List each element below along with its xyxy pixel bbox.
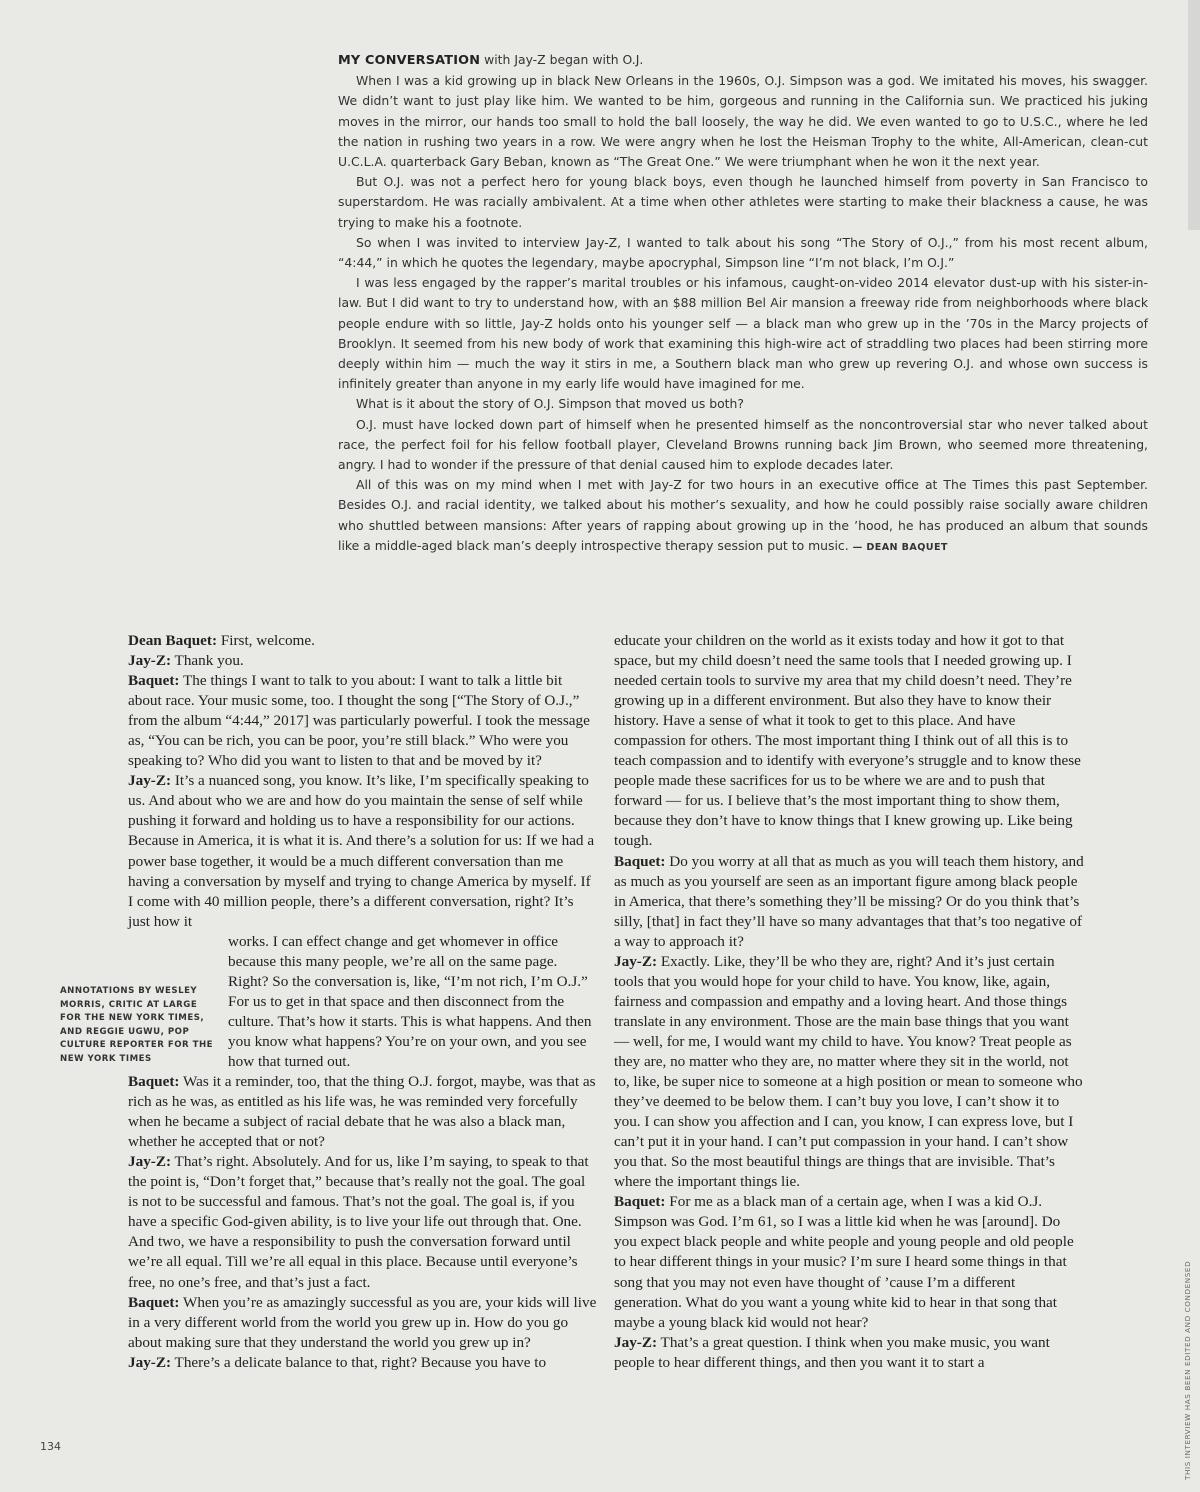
qa-entry — [128, 1353, 598, 1373]
qa-text: Was it a reminder, too, that the thing O.J. forgot, maybe, was that as rich as he was, as entitled as his life was, he was reminded very forcefully when he became a subject of racial debate that he was also a black man, whether he accepted that or not? — [128, 1073, 596, 1151]
qa-entry — [614, 852, 1084, 952]
qa-text: When you’re as amazingly successful as you are, your kids will live in a very different world from the world you grew up in. How do you go about making sure that they understand the world you grew up in? — [128, 1293, 597, 1351]
speaker-label: Jay-Z: — [614, 952, 658, 970]
qa-entry — [128, 671, 598, 771]
intro-paragraph-text: All of this was on my mind when I met with Jay-Z for two hours in an executive office at The Times this past September. Besides O.J. and racial identity, we talked about his mother’s sexuality, and how he could possibly raise socially aware children who shuttled between mansions: After years of rapping about growing up in the ’hood, he has produced an album that sounds like a middle-aged black man’s deeply introspective therapy session put to music. — [338, 477, 1148, 553]
speaker-label: Baquet: — [614, 852, 666, 870]
speaker-label: Jay-Z: — [614, 1333, 658, 1351]
qa-text: The things I want to talk to you about: I want to talk a little bit about race. Your music some, too. I thought the song [“The Story of O.J.,” from the album “4:44,” 2017] was particularly powerful. I took the message as, “You can be rich, you can be poor, you’re still black.” Who were you speaking to? Who did you want to listen to that and be moved by it? — [128, 672, 590, 770]
qa-entry — [128, 1293, 598, 1353]
speaker-label: Baquet: — [128, 1293, 180, 1311]
intro-paragraph: But O.J. was not a perfect hero for young black boys, even though he launched himself from poverty in San Francisco to superstardom. He was racially ambivalent. At a time when other athletes were starting to make their blackness a cause, he was trying to make his a footnote. — [338, 174, 1148, 230]
qa-text: For me as a black man of a certain age, when I was a kid O.J. Simpson was God. I’m 61, so I was a little kid when he was [around]. Do you expect black people and white people and young people and old people to hear different things in your music? I’m sure I heard some things in that song that you may not even have thought of ’cause I’m a different generation. What do you want a young white kid to hear in that song that maybe a young black kid would not hear? — [614, 1193, 1074, 1331]
speaker-label: Dean Baquet: — [128, 632, 218, 649]
intro-paragraph: What is it about the story of O.J. Simpson that moved us both? — [356, 396, 744, 412]
qa-entry — [614, 952, 1084, 1193]
page-number: 134 — [40, 1440, 61, 1453]
qa-text: Do you worry at all that as much as you will teach them history, and as much as you yourself are seen as an important figure among black people in America, that there’s something they’ll be missing? Or do you think that’s silly, [that] in fact they’ll have so many advantages that that’s too negative of a way to approach it? — [614, 852, 1084, 950]
qa-entry — [614, 1192, 1084, 1332]
qa-text: There’s a delicate balance to that, right? Because you have to — [171, 1353, 547, 1371]
qa-text: That’s a great question. I think when you make music, you want people to hear different things, and then you want it to start a — [614, 1333, 1050, 1371]
qa-text: Exactly. Like, they’ll be who they are, right? And it’s just certain tools that you would hope for your child to have. You know, like, again, fairness and compassion and empathy and a loving heart. And those things translate in any environment. Those are the main base things that you want — well, for me, I would want my child to have. You know? Treat people as they are, no matter who they are, no matter where they sit in the world, not to, like, be super nice to someone at a high position or mean to someone who they’ve deemed to be below them. I can’t buy you love, I can’t show it to you. I can show you affection and I can, you know, I can express love, but I can’t put it in your hand. I can’t put compassion in your hand. I can’t show you that. So the most beautiful things are things that are invisible. That’s where the important things lie. — [614, 952, 1083, 1191]
qa-continuation: educate your children on the world as it exists today and how it got to that space, but my child doesn’t need the same tools that I needed growing up. I needed certain tools to survive my area that my child doesn’t need. They’re growing up in a different environment. But also they have to know their history. Have a sense of what it took to get to this place. And have compassion for others. The most important thing I think out of all this is to teach compassion and to identify with everyone’s struggle and to know these people made these sacrifices for us to be where we are and to push that forward — for us. I believe that’s the most important thing to show them, because they don’t have to know things that I knew growing up. Like being tough. — [614, 632, 1081, 850]
speaker-label: Jay-Z: — [128, 772, 172, 790]
qa-entry — [614, 1333, 1084, 1373]
intro-paragraph: When I was a kid growing up in black New Orleans in the 1960s, O.J. Simpson was a god. We imitated his moves, his swagger. We didn’t want to just play like him. We wanted to be him, gorgeous and running in the California sun. We practiced his juking moves in the mirror, our hands too small to hold the ball loosely, the way he did. We even wanted to go to U.S.C., where he led the nation in rushing two years in a row. We were angry when he lost the Heisman Trophy to the white, All-American, clean-cut U.C.L.A. quarterback Gary Beban, known as “The Great One.” We were triumphant when he won it the next year. — [338, 73, 1148, 170]
intro-paragraph: So when I was invited to interview Jay-Z, I wanted to talk about his song “The Story of O.J.,” from his most recent album, “4:44,” in which he quotes the legendary, maybe apocryphal, Simpson line “I’m not black, I’m O.J.” — [338, 234, 1148, 271]
intro-paragraph-last — [338, 475, 1148, 558]
intro-lead-rest: with Jay-Z began with O.J. — [480, 52, 644, 67]
speaker-label: Baquet: — [128, 672, 180, 690]
intro-lead: MY CONVERSATION — [338, 53, 481, 68]
qa-text: That’s right. Absolutely. And for us, like I’m saying, to speak to that the point is, “Don’t forget that,” because that’s really not the goal. The goal is not to be successful and famous. That’s not the goal. The goal is, if you have a specific God-given ability, is to live your life out through that. One. And two, we have a responsibility to push the conversation forward until we’re all equal. Till we’re all equal in this place. Because until everyone’s free, no one’s free, and that’s just a fact. — [128, 1153, 589, 1291]
intro-paragraph: O.J. must have locked down part of himself when he presented himself as the noncontroversial star who never talked about race, the perfect foil for his fellow football player, Cleveland Browns running back Jim Brown, who seemed more threatening, angry. I had to wonder if the pressure of that denial caused him to explode decades later. — [338, 416, 1148, 473]
intro-text — [338, 50, 1148, 558]
intro-first-paragraph — [338, 50, 1148, 71]
intro-paragraph: I was less engaged by the rapper’s marital troubles or his infamous, caught-on-video 2014 elevator dust-up with his sister-in-law. But I did want to try to understand how, with an $88 million Bel Air mansion a freeway ride from neighborhoods where black people endure with so little, Jay-Z holds onto his younger self — a black man who grew up in the ’70s in the Marcy projects of Brooklyn. It seemed from his new body of work that examining this high-wire act of straddling two places had been stirring more deeply within him — much the way it stirs in me, a Southern black man who grew up revering O.J. and whose own success is infinitely greater than anyone in my early life would have imagined for me. — [338, 275, 1148, 392]
speaker-label: Baquet: — [128, 1073, 180, 1091]
qa-entry — [128, 771, 598, 931]
interview-column-right — [614, 631, 1084, 1373]
speaker-label: Jay-Z: — [128, 1153, 172, 1171]
speaker-label: Jay-Z: — [128, 1353, 172, 1371]
qa-entry — [128, 631, 598, 651]
qa-continuation-indented: works. I can effect change and get whomever in office because this many people, we’re all on the same page. Right? So the conversation is, like, “I’m not rich, I’m O.J.” For us to get in that space and then disconnect from the culture. That’s how it starts. This is what happens. And then you know what happens? You’re on your own, and you see how that turned out. — [228, 932, 592, 1070]
byline: — DEAN BAQUET — [852, 541, 948, 553]
qa-entry — [128, 1072, 598, 1152]
edited-note: THIS INTERVIEW HAS BEEN EDITED AND CONDENSED — [1183, 1260, 1192, 1480]
page-edge-shadow — [1188, 0, 1200, 230]
qa-text: It’s a nuanced song, you know. It’s like, I’m specifically speaking to us. And about who we are and how do you maintain the sense of self while pushing it forward and holding us to have a responsibility for our actions. Because in America, it is what it is. And there’s a solution for us: If we had a power base together, it would be a much different conversation than me having a conversation by myself and trying to change America by myself. If I come with 40 million people, there’s a different conversation, right? It’s just how it — [128, 772, 595, 930]
qa-text: Thank you. — [171, 652, 244, 670]
annotations-credit: ANNOTATIONS BY WESLEY MORRIS, CRITIC AT LARGE FOR THE NEW YORK TIMES, AND REGGIE UGWU, POP CULTURE REPORTER FOR THE NEW YORK TIMES — [60, 986, 214, 1064]
qa-entry — [128, 1152, 598, 1292]
speaker-label: Jay-Z: — [128, 652, 172, 670]
qa-text: First, welcome. — [217, 632, 315, 649]
qa-entry — [128, 651, 598, 671]
speaker-label: Baquet: — [614, 1193, 666, 1211]
